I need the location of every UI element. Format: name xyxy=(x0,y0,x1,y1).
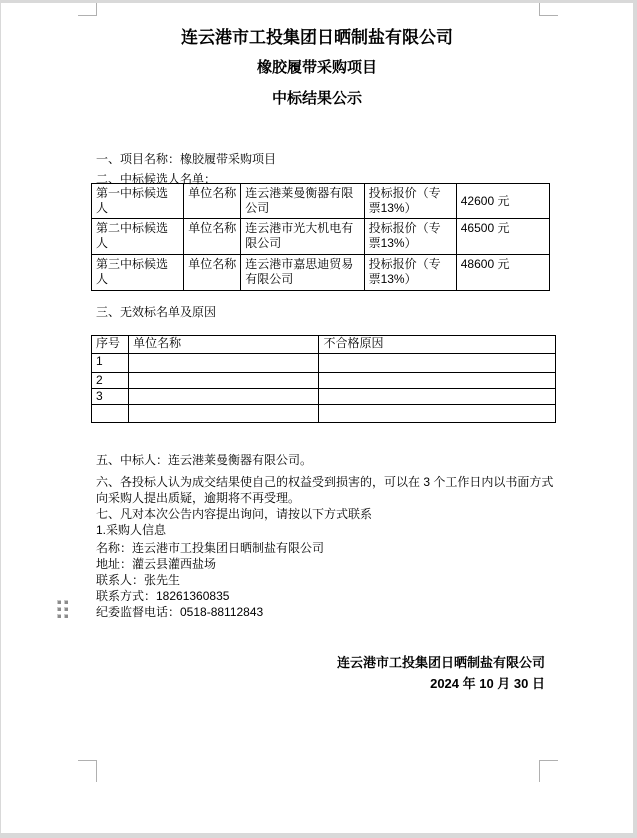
cell-price-label: 投标报价（专票13%） xyxy=(364,184,456,219)
paragraph-supervision-phone: 纪委监督电话：0518-88112843 xyxy=(96,605,264,619)
doc-title-company: 连云港市工投集团日晒制盐有限公司 xyxy=(181,28,453,47)
section-candidate-list: 二、中标候选人名单： xyxy=(96,172,217,186)
cell-unit-label: 单位名称 xyxy=(184,184,241,219)
table-row xyxy=(92,354,556,373)
paragraph-winner: 五、中标人：连云港莱曼衡器有限公司。 xyxy=(96,453,313,467)
cell-fail-reason xyxy=(319,373,556,389)
paragraph-contact-phone: 联系方式：18261360835 xyxy=(96,589,230,603)
cell-candidate-rank: 第三中标候选人 xyxy=(92,255,184,291)
table-header-row xyxy=(92,336,556,354)
cell-unit-name xyxy=(129,354,319,373)
signature-date: 2024 年 10 月 30 日 xyxy=(430,676,545,691)
cell-unit-name xyxy=(129,373,319,389)
handle-dot xyxy=(57,614,61,618)
cell-unit-name xyxy=(129,389,319,405)
move-handle-icon[interactable] xyxy=(57,600,68,618)
cell-company-name: 连云港市光大机电有限公司 xyxy=(241,219,364,255)
document-page xyxy=(1,3,633,833)
header-serial: 序号 xyxy=(92,336,129,354)
cell-serial xyxy=(92,405,129,423)
cell-serial: 2 xyxy=(92,373,129,389)
cell-price-label: 投标报价（专票13%） xyxy=(364,255,456,291)
paragraph-purchaser-info-heading: 1.采购人信息 xyxy=(96,523,167,537)
cell-unit-label: 单位名称 xyxy=(184,255,241,291)
header-fail-reason: 不合格原因 xyxy=(319,336,556,354)
margin-crop-mark-bottom-right xyxy=(539,760,558,761)
paragraph-objection-notice: 六、各投标人认为成交结果使自己的权益受到损害的，可以在 3 个工作日内以书面方式向采购人提出质疑，逾期将不再受理。 xyxy=(96,475,554,505)
section-project-name: 一、项目名称：橡胶履带采购项目 xyxy=(96,152,277,166)
invalid-bid-table xyxy=(91,335,556,423)
signature-block xyxy=(337,652,545,694)
cell-fail-reason xyxy=(319,354,556,373)
margin-crop-mark-bottom-right xyxy=(539,760,540,782)
cell-serial: 1 xyxy=(92,354,129,373)
header-unit-name: 单位名称 xyxy=(129,336,319,354)
paragraph-purchaser-address: 地址：灌云县灌西盐场 xyxy=(96,557,217,571)
cell-unit-label: 单位名称 xyxy=(184,219,241,255)
paragraph-inquiry-contact: 七、凡对本次公告内容提出询问，请按以下方式联系 xyxy=(96,507,373,521)
section-invalid-bids: 三、无效标名单及原因 xyxy=(96,305,217,319)
body-text-block xyxy=(96,452,556,620)
cell-fail-reason xyxy=(319,405,556,423)
cell-company-name: 连云港市嘉思迪贸易有限公司 xyxy=(241,255,364,291)
cell-price-label: 投标报价（专票13%） xyxy=(364,219,456,255)
candidate-table xyxy=(91,183,550,291)
cell-candidate-rank: 第一中标候选人 xyxy=(92,184,184,219)
handle-dot xyxy=(64,607,68,611)
signature-company: 连云港市工投集团日晒制盐有限公司 xyxy=(336,655,545,670)
handle-dot xyxy=(64,600,68,604)
cell-unit-name xyxy=(129,405,319,423)
cell-price-value: 42600 元 xyxy=(456,184,549,219)
handle-dot xyxy=(57,600,61,604)
cell-serial: 3 xyxy=(92,389,129,405)
table-row xyxy=(92,255,550,291)
paragraph-contact-person: 联系人：张先生 xyxy=(96,573,181,587)
cell-price-value: 46500 元 xyxy=(456,219,549,255)
cell-company-name: 连云港莱曼衡器有限公司 xyxy=(241,184,364,219)
paragraph-purchaser-name: 名称：连云港市工投集团日晒制盐有限公司 xyxy=(96,541,325,555)
doc-title-announcement: 中标结果公示 xyxy=(271,90,362,107)
handle-dot xyxy=(64,614,68,618)
table-row xyxy=(92,219,550,255)
margin-crop-mark-top-left xyxy=(78,15,97,16)
table-row xyxy=(92,389,556,405)
cell-candidate-rank: 第二中标候选人 xyxy=(92,219,184,255)
table-row xyxy=(92,184,550,219)
table-row xyxy=(92,373,556,389)
cell-fail-reason xyxy=(319,389,556,405)
table-row xyxy=(92,405,556,423)
doc-title-project: 橡胶履带采购项目 xyxy=(256,59,377,76)
handle-dot xyxy=(57,607,61,611)
margin-crop-mark-bottom-left xyxy=(96,760,97,782)
cell-price-value: 48600 元 xyxy=(456,255,549,291)
margin-crop-mark-top-right xyxy=(539,15,558,16)
margin-crop-mark-bottom-left xyxy=(78,760,97,761)
